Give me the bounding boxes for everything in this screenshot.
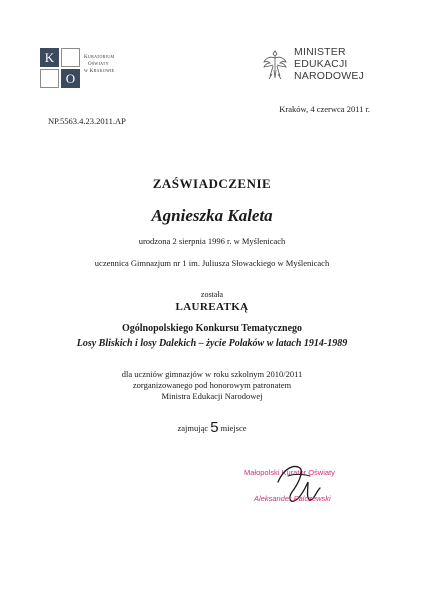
place-line xyxy=(0,418,424,435)
became-label: została xyxy=(200,290,224,299)
ministry-logo xyxy=(262,46,382,96)
logo-text-line: MINISTER xyxy=(294,46,346,58)
place-number: 5 xyxy=(210,419,219,436)
contest-topic: Losy Bliskich i losy Dalekich – życie Polaków w latach 1914-1989 xyxy=(76,338,348,349)
document-title: ZAŚWIADCZENIE xyxy=(152,176,272,191)
logo-text-line: Oświaty xyxy=(88,62,109,67)
kuratorium-logo xyxy=(40,48,130,92)
info-line: zorganizowanego pod honorowym patronatem xyxy=(132,380,292,390)
stamp-office: Małopolski Kurator Oświaty xyxy=(244,468,335,477)
logo-text-line: NARODOWEJ xyxy=(294,70,365,82)
eagle-emblem-icon xyxy=(262,48,288,82)
place-suffix: miejsce xyxy=(220,423,247,433)
logo-empty-cell xyxy=(40,69,59,88)
stamp-person: Aleksander Palczewski xyxy=(254,494,331,503)
logo-empty-cell xyxy=(61,48,80,67)
birth-info: urodzona 2 sierpnia 1996 r. w Myślenicach xyxy=(138,236,286,246)
logo-text-line: EDUKACJI xyxy=(294,58,348,70)
award-title: LAUREATKĄ xyxy=(175,301,249,313)
logo-letter-k: K xyxy=(40,48,59,67)
contest-name: Ogólnopolskiego Konkursu Tematycznego xyxy=(121,323,303,334)
official-stamp xyxy=(244,468,374,518)
recipient-name: Agnieszka Kaleta xyxy=(151,206,273,225)
place-and-date: Kraków, 4 czerwca 2011 r. xyxy=(279,104,370,114)
logo-text-line: w Krakowie xyxy=(84,69,115,74)
place-prefix: zajmując xyxy=(177,423,209,433)
ko-logo-mark xyxy=(40,48,80,88)
logo-letter-o: O xyxy=(61,69,80,88)
info-line: dla uczniów gimnazjów w roku szkolnym 2010/2011 xyxy=(121,369,303,379)
reference-number: NP.5563.4.23.2011.AP xyxy=(48,116,126,126)
ministry-logo-text xyxy=(294,46,364,82)
kuratorium-logo-text xyxy=(84,54,115,75)
school-info: uczennica Gimnazjum nr 1 im. Juliusza Słowackiego w Myślenicach xyxy=(94,258,330,268)
info-line: Ministra Edukacji Narodowej xyxy=(161,391,263,401)
logo-text-line: Kuratorium xyxy=(84,55,115,60)
